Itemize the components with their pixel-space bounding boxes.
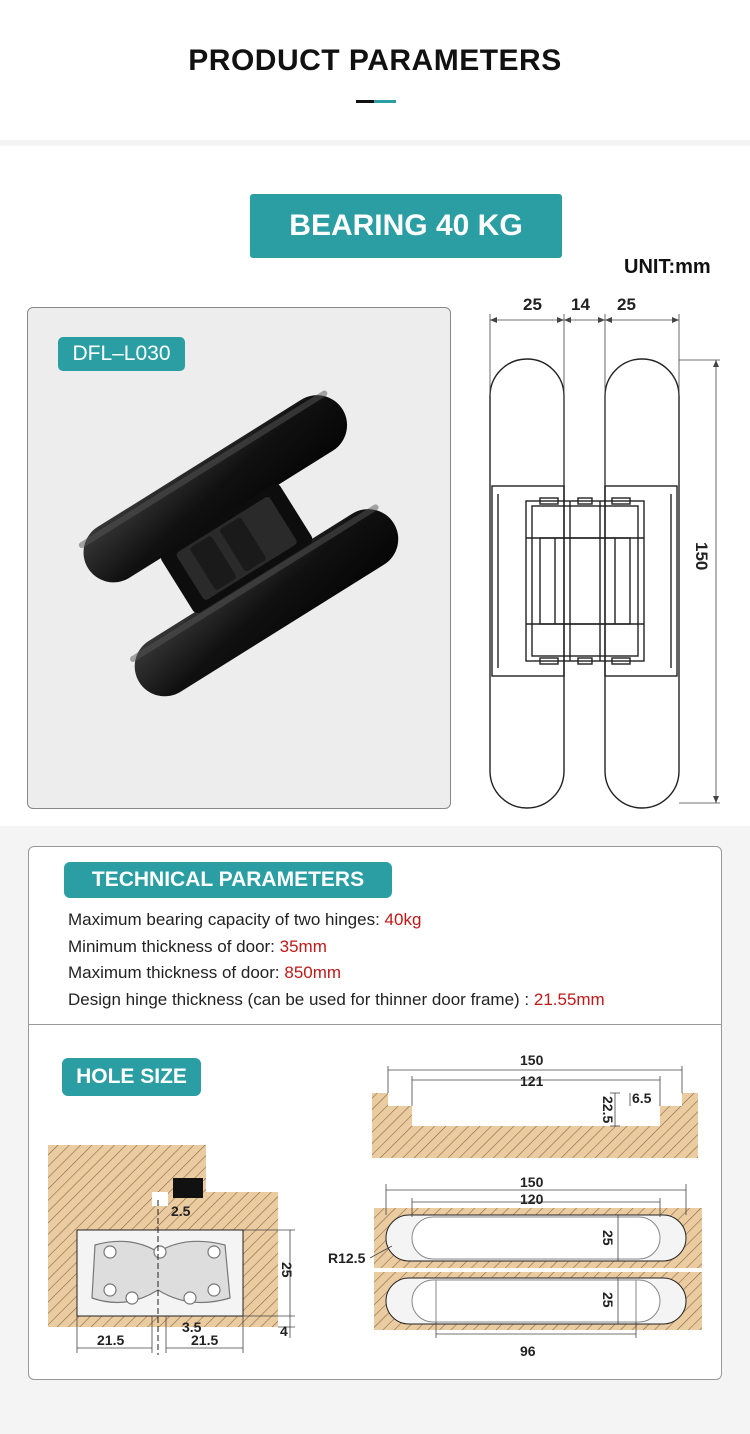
dim-height: 150	[692, 542, 711, 571]
front-dim-left: 21.5	[97, 1332, 125, 1348]
param-bearing	[68, 910, 421, 930]
top1-dim-inner: 120	[520, 1191, 544, 1207]
hole-top-view-1	[320, 1170, 710, 1270]
hole-size-badge: HOLE SIZE	[62, 1058, 201, 1096]
hole-side-view	[320, 1048, 710, 1163]
page-title: PRODUCT PARAMETERS	[188, 44, 562, 77]
dim-middle: 14	[571, 295, 590, 314]
top1-dim-outer: 150	[520, 1174, 544, 1190]
dim-right: 25	[617, 295, 636, 314]
technical-badge: TECHNICAL PARAMETERS	[64, 862, 392, 898]
side-dim-depth: 22.5	[600, 1096, 616, 1124]
param-value: 850mm	[284, 963, 342, 982]
param-label: Maximum bearing capacity of two hinges:	[68, 910, 385, 929]
param-label: Design hinge thickness (can be used for thinner door frame) :	[68, 990, 534, 1009]
top1-dim-width: 25	[600, 1230, 616, 1246]
hinge-drawing	[470, 286, 730, 816]
bearing-badge: BEARING 40 KG	[250, 194, 562, 258]
param-value: 21.55mm	[533, 990, 605, 1009]
section-divider	[28, 1024, 722, 1025]
side-dim-step: 6.5	[632, 1090, 652, 1106]
param-value: 35mm	[279, 937, 327, 956]
top1-dim-radius: R12.5	[328, 1250, 366, 1266]
product-photo	[27, 307, 451, 809]
front-dim-right: 21.5	[191, 1332, 219, 1348]
param-max-thickness	[68, 963, 341, 983]
top2-dim-pitch: 96	[520, 1343, 536, 1359]
param-hinge-thickness	[68, 990, 605, 1010]
front-dim-top: 2.5	[171, 1203, 191, 1219]
unit-label: UNIT:mm	[624, 256, 711, 278]
param-value: 40kg	[384, 910, 422, 929]
title-underline	[356, 100, 396, 103]
top2-dim-width: 25	[600, 1292, 616, 1308]
front-dim-gap: 3.5	[182, 1319, 202, 1335]
front-dim-height: 25	[279, 1262, 295, 1278]
side-dim-inner: 121	[520, 1073, 544, 1089]
param-label: Maximum thickness of door:	[68, 963, 285, 982]
hole-front-view	[40, 1140, 310, 1365]
hole-top-view-2	[320, 1268, 710, 1368]
param-label: Minimum thickness of door:	[68, 937, 280, 956]
model-tag: DFL–L030	[58, 337, 185, 371]
side-dim-outer: 150	[520, 1052, 544, 1068]
front-dim-bottom: 4	[280, 1323, 288, 1339]
dim-left: 25	[523, 295, 542, 314]
param-min-thickness	[68, 937, 327, 957]
hinge-photo-icon	[28, 308, 451, 809]
